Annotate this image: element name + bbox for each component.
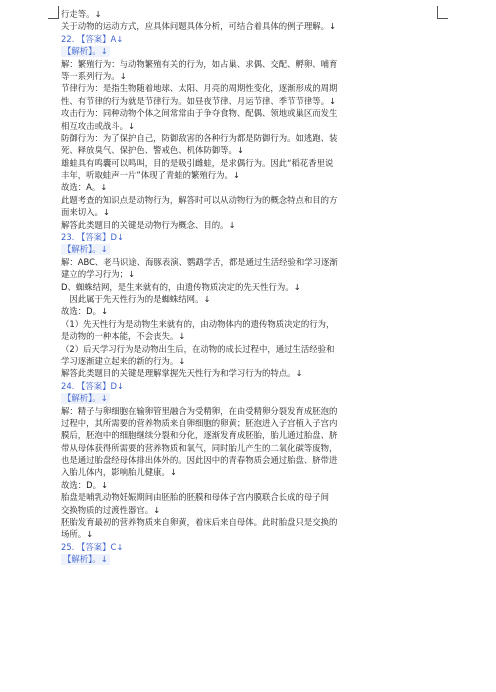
line-text: 丰年，听取蛙声一片”体现了青蛙的繁殖行为。↓ <box>61 170 240 181</box>
line-text: 故选：D。↓ <box>61 479 108 490</box>
analysis-tag: 【解析】。↓ <box>63 393 108 404</box>
line-text: 解答此类题目的关键是理解掌握先天性行为和学习行为的特点。↓ <box>61 368 303 379</box>
text-line <box>61 504 443 516</box>
text-line <box>61 442 443 454</box>
line-text: 膜后，胚泡中的细胞继续分裂和分化，逐渐发育成胚胎，胎儿通过胎盘、脐 <box>61 430 338 441</box>
answer-heading <box>61 33 443 45</box>
line-text: 面来切入。↓ <box>61 207 110 218</box>
text-line <box>61 293 443 305</box>
text-line <box>61 281 443 293</box>
text-line <box>61 491 443 503</box>
line-text: 场所。↓ <box>61 529 94 540</box>
line-text: 故选：A。↓ <box>61 182 108 193</box>
line-text: 雄蛙具有鸣囊可以鸣叫，目的是吸引雌蛙，是求偶行为。因此“稻花香里说 <box>61 157 334 168</box>
document-page <box>61 8 443 566</box>
text-line <box>61 169 443 181</box>
text-line <box>61 268 443 280</box>
text-line <box>61 343 443 355</box>
line-text: 节律行为：是指生物随着地球、太阳、月亮的周期性变化，逐渐形成的周期 <box>61 83 338 94</box>
analysis-tag: 【解析】。↓ <box>63 46 108 57</box>
line-text: 相互攻击或战斗。↓ <box>61 120 136 131</box>
line-text: 入胎儿体内，影响胎儿健康。↓ <box>61 467 177 478</box>
text-line <box>61 405 443 417</box>
answer-heading <box>61 231 443 243</box>
line-text: 胎盘是哺乳动物妊娠期间由胚胎的胚膜和母体子宫内膜联合长成的母子间 <box>61 492 329 503</box>
line-text: 学习逐渐建立起来的新的行为。↓ <box>61 355 186 366</box>
line-text: 解：精子与卵细胞在输卵管里融合为受精卵，在由受精卵分裂发育成胚泡的 <box>61 405 338 416</box>
text-line <box>61 82 443 94</box>
line-text: 25. 【答案】C↓ <box>61 541 124 552</box>
line-text: 行走等。↓ <box>61 9 102 19</box>
text-line <box>61 466 443 478</box>
line-text: 死、释放臭气、保护色、警戒色、机体防御等。↓ <box>61 145 244 156</box>
text-line <box>61 20 443 32</box>
text-line <box>61 479 443 491</box>
line-text: 故选：D。↓ <box>61 306 108 317</box>
line-text: 解：繁殖行为：与动物繁殖有关的行为，如占巢、求偶、交配、孵卵、哺育 <box>61 58 338 69</box>
text-line <box>61 70 443 82</box>
text-line <box>61 429 443 441</box>
answer-heading <box>61 380 443 392</box>
text-line <box>61 305 443 317</box>
text-line <box>61 8 443 20</box>
line-text: 因此属于先天性行为的是蜘蛛结网。↓ <box>61 293 211 304</box>
line-text: 也是通过胎盘经母体排出体外的。因此因中的青春物质会通过胎盘、脐带进 <box>61 455 338 466</box>
line-text: 等一系列行为。↓ <box>61 70 127 81</box>
text-line <box>61 120 443 132</box>
text-line <box>61 181 443 193</box>
text-line <box>61 144 443 156</box>
line-text: 23. 【答案】D↓ <box>61 232 124 243</box>
line-text: 防御行为：为了保护自己，防御敌害的各种行为都是防御行为。如逃跑、装 <box>61 132 338 143</box>
answer-heading <box>61 541 443 553</box>
line-text: 交换物质的过渡性器官。↓ <box>61 504 161 515</box>
text-line <box>61 194 443 206</box>
line-text: 是动物的一种本能，不会丧失。↓ <box>61 331 186 342</box>
text-line <box>61 256 443 268</box>
analysis-label-line <box>61 392 443 404</box>
text-line <box>61 157 443 169</box>
line-text: 解答此类题目的关键是动物行为概念、目的。↓ <box>61 219 236 230</box>
text-line <box>61 107 443 119</box>
line-text: 22. 【答案】A↓ <box>61 33 124 44</box>
analysis-label-line <box>61 243 443 255</box>
text-line <box>61 417 443 429</box>
text-line <box>61 219 443 231</box>
line-text: （1）先天性行为是动物生来就有的，由动物体内的遗传物质决定的行为， <box>61 318 335 329</box>
text-line <box>61 318 443 330</box>
line-text: 解：ABC、老马识途、海豚表演、鹦鹉学舌，都是通过生活经验和学习逐渐 <box>61 256 338 267</box>
text-line <box>61 206 443 218</box>
crop-mark-top-left <box>48 6 59 19</box>
analysis-label-line <box>61 45 443 57</box>
line-text: 胚胎发育最初的营养物质来自卵黄，着床后来自母体。此时胎盘只是交换的 <box>61 517 338 528</box>
line-text: D、蜘蛛结网，是生来就有的，由遗传物质决定的先天性行为。↓ <box>61 281 301 292</box>
line-text: 建立的学习行为；↓ <box>61 269 136 280</box>
text-line <box>61 58 443 70</box>
analysis-tag: 【解析】。↓ <box>63 554 108 565</box>
line-text: 24. 【答案】D↓ <box>61 380 124 391</box>
line-text: 性、有节律的行为就是节律行为。如昼夜节律、月运节律、季节节律等。↓ <box>61 95 337 106</box>
line-text: 此题考查的知识点是动物行为，解答时可以从动物行为的概念特点和目的方 <box>61 194 338 205</box>
text-line <box>61 132 443 144</box>
line-text: 带从母体获得所需要的营养物质和氧气，同时胎儿产生的二氧化碳等废物， <box>61 442 338 453</box>
text-line <box>61 355 443 367</box>
text-line <box>61 367 443 379</box>
text-line <box>61 516 443 528</box>
line-text: 关于动物的运动方式，应具体问题具体分析，可结合着具体的例子理解。↓ <box>61 21 337 32</box>
line-text: 过程中，其所需要的营养物质来自卵细胞的卵黄；胚泡进入子宫植入子宫内 <box>61 417 338 428</box>
text-line <box>61 95 443 107</box>
text-line <box>61 330 443 342</box>
text-line <box>61 528 443 540</box>
line-text: 攻击行为：同种动物个体之间常常由于争夺食物、配偶、领地或巢区而发生 <box>61 108 338 119</box>
analysis-label-line <box>61 553 443 565</box>
analysis-tag: 【解析】。↓ <box>63 244 108 255</box>
text-line <box>61 454 443 466</box>
line-text: （2）后天学习行为是动物出生后，在动物的成长过程中，通过生活经验和 <box>61 343 335 354</box>
